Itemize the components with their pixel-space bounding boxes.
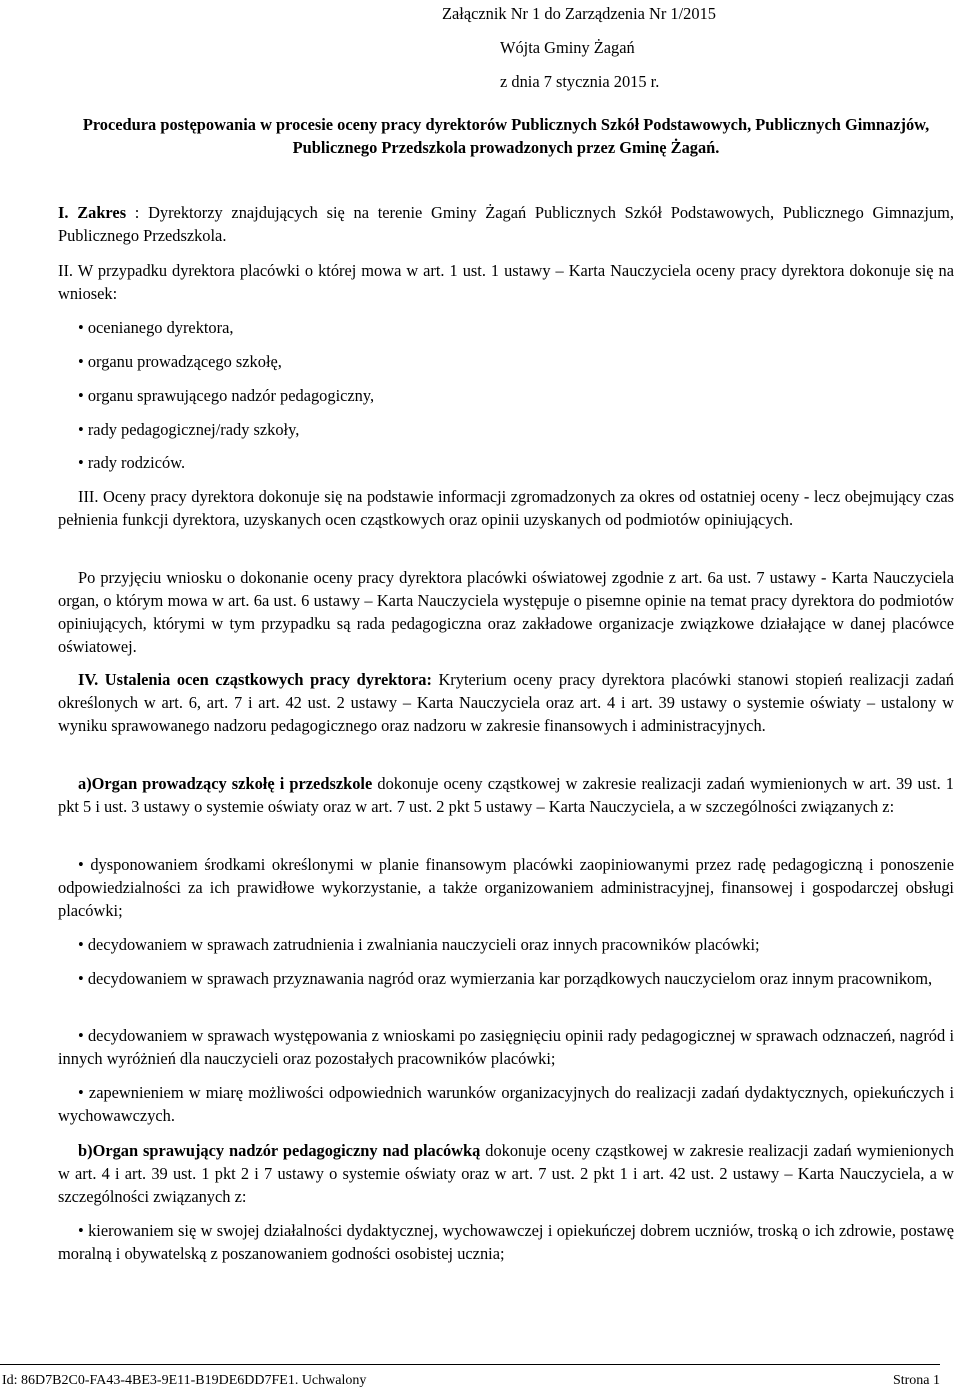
header-authority-line: Wójta Gminy Żagań <box>500 38 635 57</box>
section-1 <box>58 201 954 247</box>
section-4-a-text: dokonuje oceny cząstkowej w zakresie realizacji zadań wymienionych w art. 39 ust. 1 pkt 5 i ust. 3 ustawy o systemie oświaty oraz w art. 7 ust. 2 pkt 5 ustawy – Karta Nauczyciela, a w szczególności związanych z: <box>58 774 954 816</box>
section-1-text: : Dyrektorzy znajdujących się na terenie Gminy Żagań Publicznych Szkół Podstawowych, Publicznego Gimnazjum, Publicznego Przedszkola. <box>58 203 954 245</box>
section-4-b-text: dokonuje oceny cząstkowej w zakresie realizacji zadań wymienionych w art. 4 i art. 39 ust. 1 pkt 2 i 7 ustawy o systemie oświaty oraz w art. 7 ust. 2 pkt 1 i art. 42 ust. 2 ustawy – Karta Nauczyciela, a w szczególności związanych z: <box>58 1141 954 1206</box>
section-2-bullet-3: • organu sprawującego nadzór pedagogiczny, <box>78 386 375 405</box>
section-4-b <box>58 1139 954 1208</box>
header-annex-line: Załącznik Nr 1 do Zarządzenia Nr 1/2015 <box>442 4 716 23</box>
document-title: Procedura postępowania w procesie oceny pracy dyrektorów Publicznych Szkół Podstawowych, Publicznych Gimnazjów, Publicznego Przedszkola prowadzonych przez Gminę Żagań. <box>82 115 930 157</box>
section-2 <box>58 259 954 305</box>
footer-divider <box>0 1364 940 1365</box>
section-4-label: IV. Ustalenia ocen cząstkowych pracy dyrektora: <box>78 670 432 689</box>
section-2-bullet-2: • organu prowadzącego szkołę, <box>78 352 282 371</box>
section-2-bullet-5: • rady rodziców. <box>78 453 186 472</box>
section-3-paragraph-2: Po przyjęciu wniosku o dokonanie oceny pracy dyrektora placówki oświatowej zgodnie z art. 6a ust. 7 ustawy - Karta Nauczyciela organ, o którym mowa w art. 6a ust. 6 ustawy – Karta Nauczyciela występuje o pisemne opinie na temat pracy dyrektora do podmiotów opiniujących, którymi w tym przypadku są rada pedagogiczna oraz zakładowe organizacje związkowe działające w danej placówce oświatowej. <box>58 568 954 656</box>
section-2-label: II. <box>58 261 74 280</box>
section-4-text: Kryterium oceny pracy dyrektora placówki stanowi stopień realizacji zadań określonych w art. 6, art. 7 i art. 42 ust. 2 ustawy – Karta Nauczyciela oraz art. 4 i art. 39 ustawy o systemie oświaty – ustalony w wyniku sprawowanego nadzoru pedagogicznego oraz nadzoru w zakresie finansowych i administracyjnych. <box>58 670 954 735</box>
section-4 <box>58 668 954 737</box>
page-number: Strona 1 <box>892 1373 940 1388</box>
section-3-text: Oceny pracy dyrektora dokonuje się na podstawie informacji zgromadzonych za okres od ostatniej oceny - lecz obejmujący czas pełnienia funkcji dyrektora, uzyskanych ocen cząstkowych oraz opinii uzyskanych od podmiotów opiniujących. <box>58 487 954 529</box>
section-4-a-bullet-4: • decydowaniem w sprawach występowania z wnioskami po zasięgnięciu opinii rady pedagogicznej w sprawach odznaczeń, nagród i innych wyróżnień dla nauczycieli oraz pozostałych pracowników placówki; <box>58 1026 954 1068</box>
section-4-a-bullet-1: • dysponowaniem środkami określonymi w planie finansowym placówki zaopiniowanymi przez radę pedagogiczną i ponoszenie odpowiedzialności za ich prawidłowe wykorzystanie, a także organizowaniem administracyjnej, finansowej i gospodarczej obsługi placówki; <box>58 855 954 920</box>
section-4-a-bullet-5: • zapewnieniem w miarę możliwości odpowiednich warunków organizacyjnych do realizacji zadań dydaktycznych, opiekuńczych i wychowawczych. <box>58 1083 954 1125</box>
section-4-a-label: a)Organ prowadzący szkołę i przedszkole <box>78 774 373 793</box>
section-3-label: III. <box>78 487 99 506</box>
section-4-a-bullet-3: • decydowaniem w sprawach przyznawania nagród oraz wymierzania kar porządkowych nauczycielom oraz innym pracownikom, <box>78 969 933 988</box>
section-4-b-label: b)Organ sprawujący nadzór pedagogiczny nad placówką <box>78 1141 481 1160</box>
section-2-text: W przypadku dyrektora placówki o której mowa w art. 1 ust. 1 ustawy – Karta Nauczyciela oceny pracy dyrektora dokonuje się na wniosek: <box>58 261 954 303</box>
document-id: Id: 86D7B2C0-FA43-4BE3-9E11-B19DE6DD7FE1. Uchwalony <box>2 1373 367 1388</box>
section-4-b-bullet-1: • kierowaniem się w swojej działalności dydaktycznej, wychowawczej i opiekuńczej dobrem uczniów, troską o ich zdrowie, postawę moralną i obywatelską z poszanowaniem godności osobistej ucznia; <box>58 1221 954 1263</box>
header-date-line: z dnia 7 stycznia 2015 r. <box>500 72 660 91</box>
section-1-label: I. Zakres <box>58 203 127 222</box>
section-4-a-bullet-2: • decydowaniem w sprawach zatrudnienia i zwalniania nauczycieli oraz innych pracowników placówki; <box>78 935 760 954</box>
page-footer <box>0 1361 960 1391</box>
section-2-bullet-1: • ocenianego dyrektora, <box>78 318 234 337</box>
section-2-bullet-4: • rady pedagogicznej/rady szkoły, <box>78 420 300 439</box>
section-4-a <box>58 772 954 818</box>
section-3 <box>58 485 954 531</box>
